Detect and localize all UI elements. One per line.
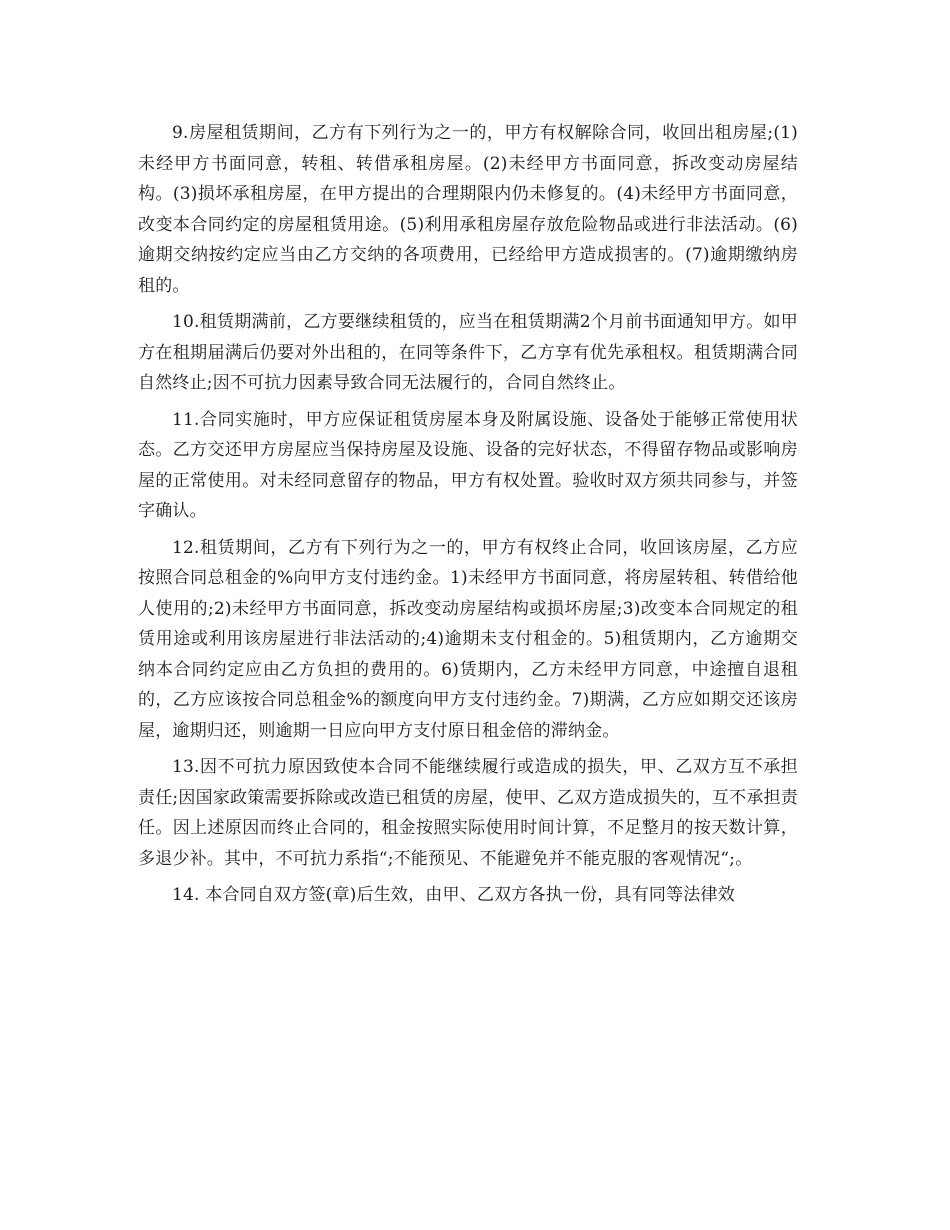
clause-11: 11.合同实施时，甲方应保证租赁房屋本身及附属设施、设备处于能够正常使用状态。乙方交还甲方房屋应当保持房屋及设施、设备的完好状态，不得留存物品或影响房屋的正常使用。对未经同意留存的物品，甲方有权处置。验收时双方须共同参与，并签字确认。 xyxy=(138,409,798,521)
clause-10: 10.租赁期满前，乙方要继续租赁的，应当在租赁期满2个月前书面通知甲方。如甲方在租期届满后仍要对外出租的，在同等条件下，乙方享有优先承租权。租赁期满合同自然终止;因不可抗力因素导致合同无法履行的，合同自然终止。 xyxy=(138,312,798,393)
clause-12: 12.租赁期间，乙方有下列行为之一的，甲方有权终止合同，收回该房屋，乙方应按照合同总租金的%向甲方支付违约金。1)未经甲方书面同意，将房屋转租、转借给他人使用的;2)未经甲方书面同意，拆改变动房屋结构或损坏房屋;3)改变本合同规定的租赁用途或利用该房屋进行非法活动的;4)逾期未支付租金的。5)租赁期内，乙方逾期交纳本合同约定应由乙方负担的费用的。6)赁期内，乙方未经甲方同意，中途擅自退租的，乙方应该按合同总租金%的额度向甲方支付违约金。7)期满，乙方应如期交还该房屋，逾期归还，则逾期一日应向甲方支付原日租金倍的滞纳金。 xyxy=(138,537,798,741)
clause-14: 14. 本合同自双方签(章)后生效，由甲、乙双方各执一份，具有同等法律效 xyxy=(172,885,735,905)
clause-9: 9.房屋租赁期间，乙方有下列行为之一的，甲方有权解除合同，收回出租房屋;(1)未经甲方书面同意，转租、转借承租房屋。(2)未经甲方书面同意，拆改变动房屋结构。(3)损坏承租房屋，在甲方提出的合理期限内仍未修复的。(4)未经甲方书面同意，改变本合同约定的房屋租赁用途。(5)利用承租房屋存放危险物品或进行非法活动。(6)逾期交纳按约定应当由乙方交纳的各项费用，已经给甲方造成损害的。(7)逾期缴纳房租的。 xyxy=(138,123,798,296)
clause-13: 13.因不可抗力原因致使本合同不能继续履行或造成的损失，甲、乙双方互不承担责任;因国家政策需要拆除或改造已租赁的房屋，使甲、乙双方造成损失的，互不承担责任。因上述原因而终止合同的，租金按照实际使用时间计算，不足整月的按天数计算，多退少补。其中，不可抗力系指“;不能预见、不能避免并不能克服的客观情况“;。 xyxy=(138,757,798,869)
contract-body xyxy=(138,118,798,917)
